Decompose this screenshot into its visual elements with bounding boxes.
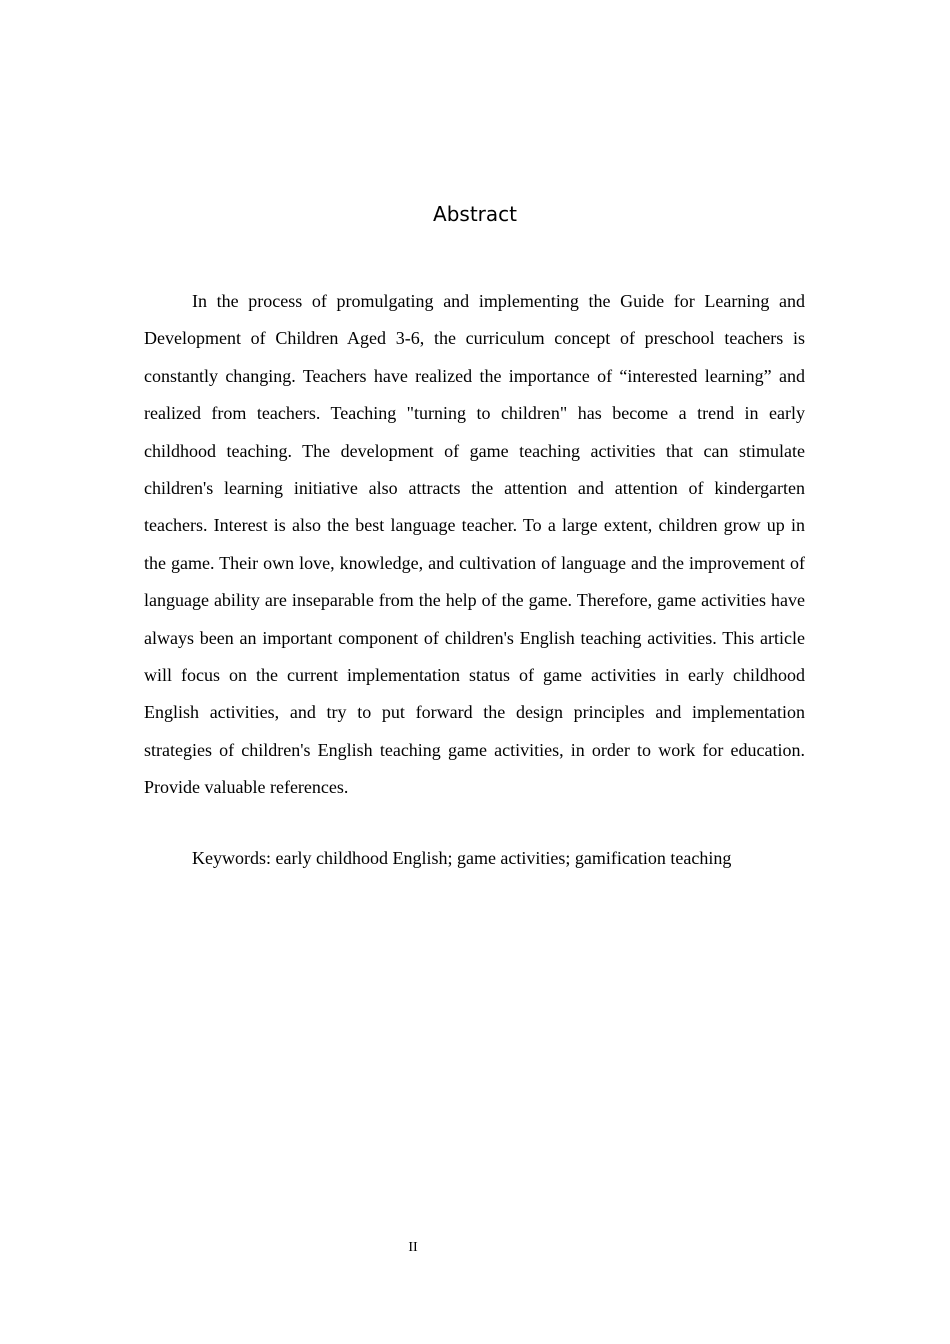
keywords-line: Keywords: early childhood English; game activities; gamification teaching <box>192 848 732 868</box>
abstract-body-text: In the process of promulgating and implementing the Guide for Learning and Development of Children Aged 3-6, the curriculum concept of preschool teachers is constantly changing. Teachers have realized the importance of “interested learning” and realized from teachers. Teaching "turning to children" has become a trend in early childhood teaching. The development of game teaching activities that can stimulate children's learning initiative also attracts the attention and attention of kindergarten teachers. Interest is also the best language teacher. To a large extent, children grow up in the game. Their own love, knowledge, and cultivation of language and the improvement of language ability are inseparable from the help of the game. Therefore, game activities have always been an important component of children's English teaching activities. This article will focus on the current implementation status of game activities in early childhood English activities, and try to put forward the design principles and implementation strategies of children's English teaching game activities, in order to work for education. Provide valuable references. <box>144 291 805 798</box>
abstract-heading: Abstract <box>433 202 517 226</box>
page-number: II <box>408 1240 418 1255</box>
